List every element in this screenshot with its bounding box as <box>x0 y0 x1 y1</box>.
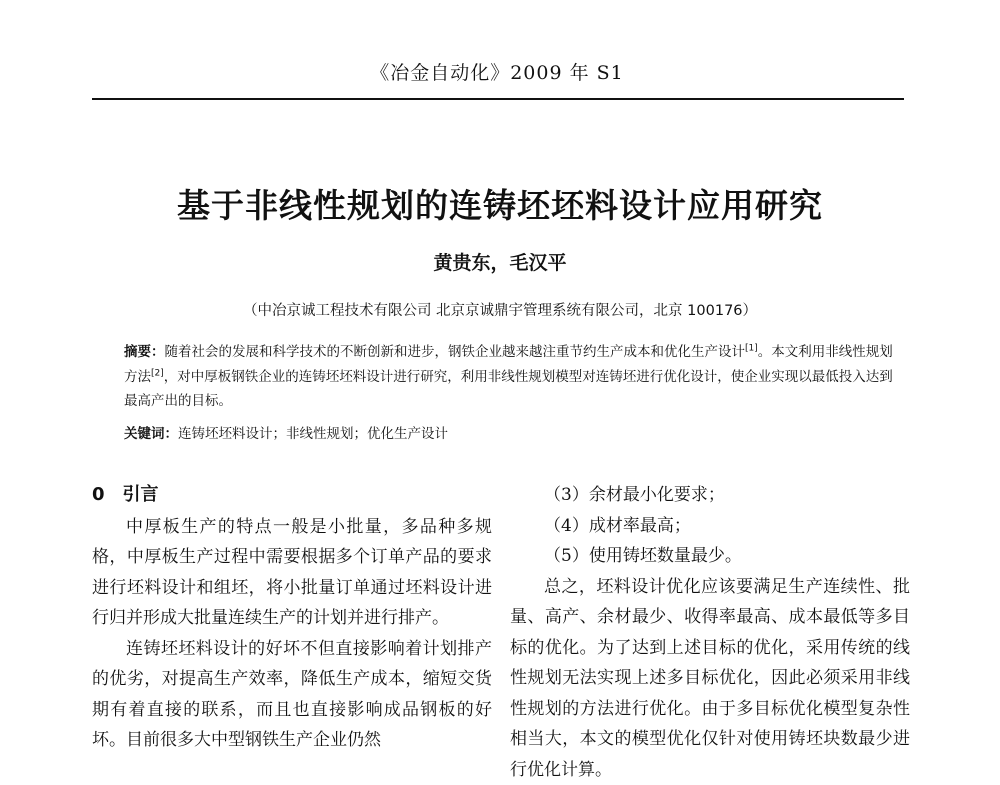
section-heading <box>92 480 492 511</box>
paragraph: 中厚板生产的特点一般是小批量，多品种多规格，中厚板生产过程中需要根据多个订单产品的要求进行坯料设计和组坯，将小批量订单通过坯料设计进行归并形成大批量连续生产的计划并进行排产。 <box>92 512 492 634</box>
abstract-text-3: ，对中厚板钢铁企业的连铸坯坯料设计进行研究，利用非线性规划模型对连铸坯进行优化设计，使企业实现以最低投入达到最高产出的目标。 <box>124 369 893 410</box>
keywords-text: 连铸坯坯料设计；非线性规划；优化生产设计 <box>178 426 448 442</box>
list-item: （5）使用铸坯数量最少。 <box>510 541 910 572</box>
right-column <box>510 480 910 785</box>
abstract-text-1: 随着社会的发展和科学技术的不断创新和进步，钢铁企业越来越注重节约生产成本和优化生产设计 <box>165 344 746 360</box>
section-title: 引言 <box>123 484 159 505</box>
header-rule <box>92 98 904 100</box>
citation-1: [1] <box>745 344 758 354</box>
left-column <box>92 480 492 756</box>
keywords <box>124 424 904 444</box>
keywords-label: 关键词： <box>124 426 178 442</box>
section-number: 0 <box>92 484 105 505</box>
abstract-label: 摘要： <box>124 344 165 360</box>
abstract-text-2: 。本文利用非线性规划方法 <box>124 344 893 385</box>
citation-2: [2] <box>151 368 164 378</box>
list-item: （4）成材率最高； <box>510 511 910 542</box>
abstract <box>124 340 904 414</box>
authors: 黄贵东，毛汉平 <box>0 248 1000 275</box>
paragraph: 总之，坯料设计优化应该要满足生产连续性、批量、高产、余材最少、收得率最高、成本最低等多目标的优化。为了达到上述目标的优化，采用传统的线性规划无法实现上述多目标优化，因此必须采用非线性规划的方法进行优化。由于多目标优化模型复杂性相当大，本文的模型优化仅针对使用铸坯块数最少进行优化计算。 <box>510 572 910 785</box>
list-item: （3）余材最小化要求； <box>510 480 910 511</box>
paper-title: 基于非线性规划的连铸坯坯料设计应用研究 <box>60 180 940 227</box>
journal-header: 《冶金自动化》2009 年 S1 <box>92 58 902 85</box>
paragraph: 连铸坯坯料设计的好坏不但直接影响着计划排产的优劣，对提高生产效率，降低生产成本，缩短交货期有着直接的联系，而且也直接影响成品钢板的好坏。目前很多大中型钢铁生产企业仍然 <box>92 634 492 756</box>
affiliation: （中冶京诚工程技术有限公司 北京京诚鼎宇管理系统有限公司，北京 100176） <box>0 299 1000 320</box>
